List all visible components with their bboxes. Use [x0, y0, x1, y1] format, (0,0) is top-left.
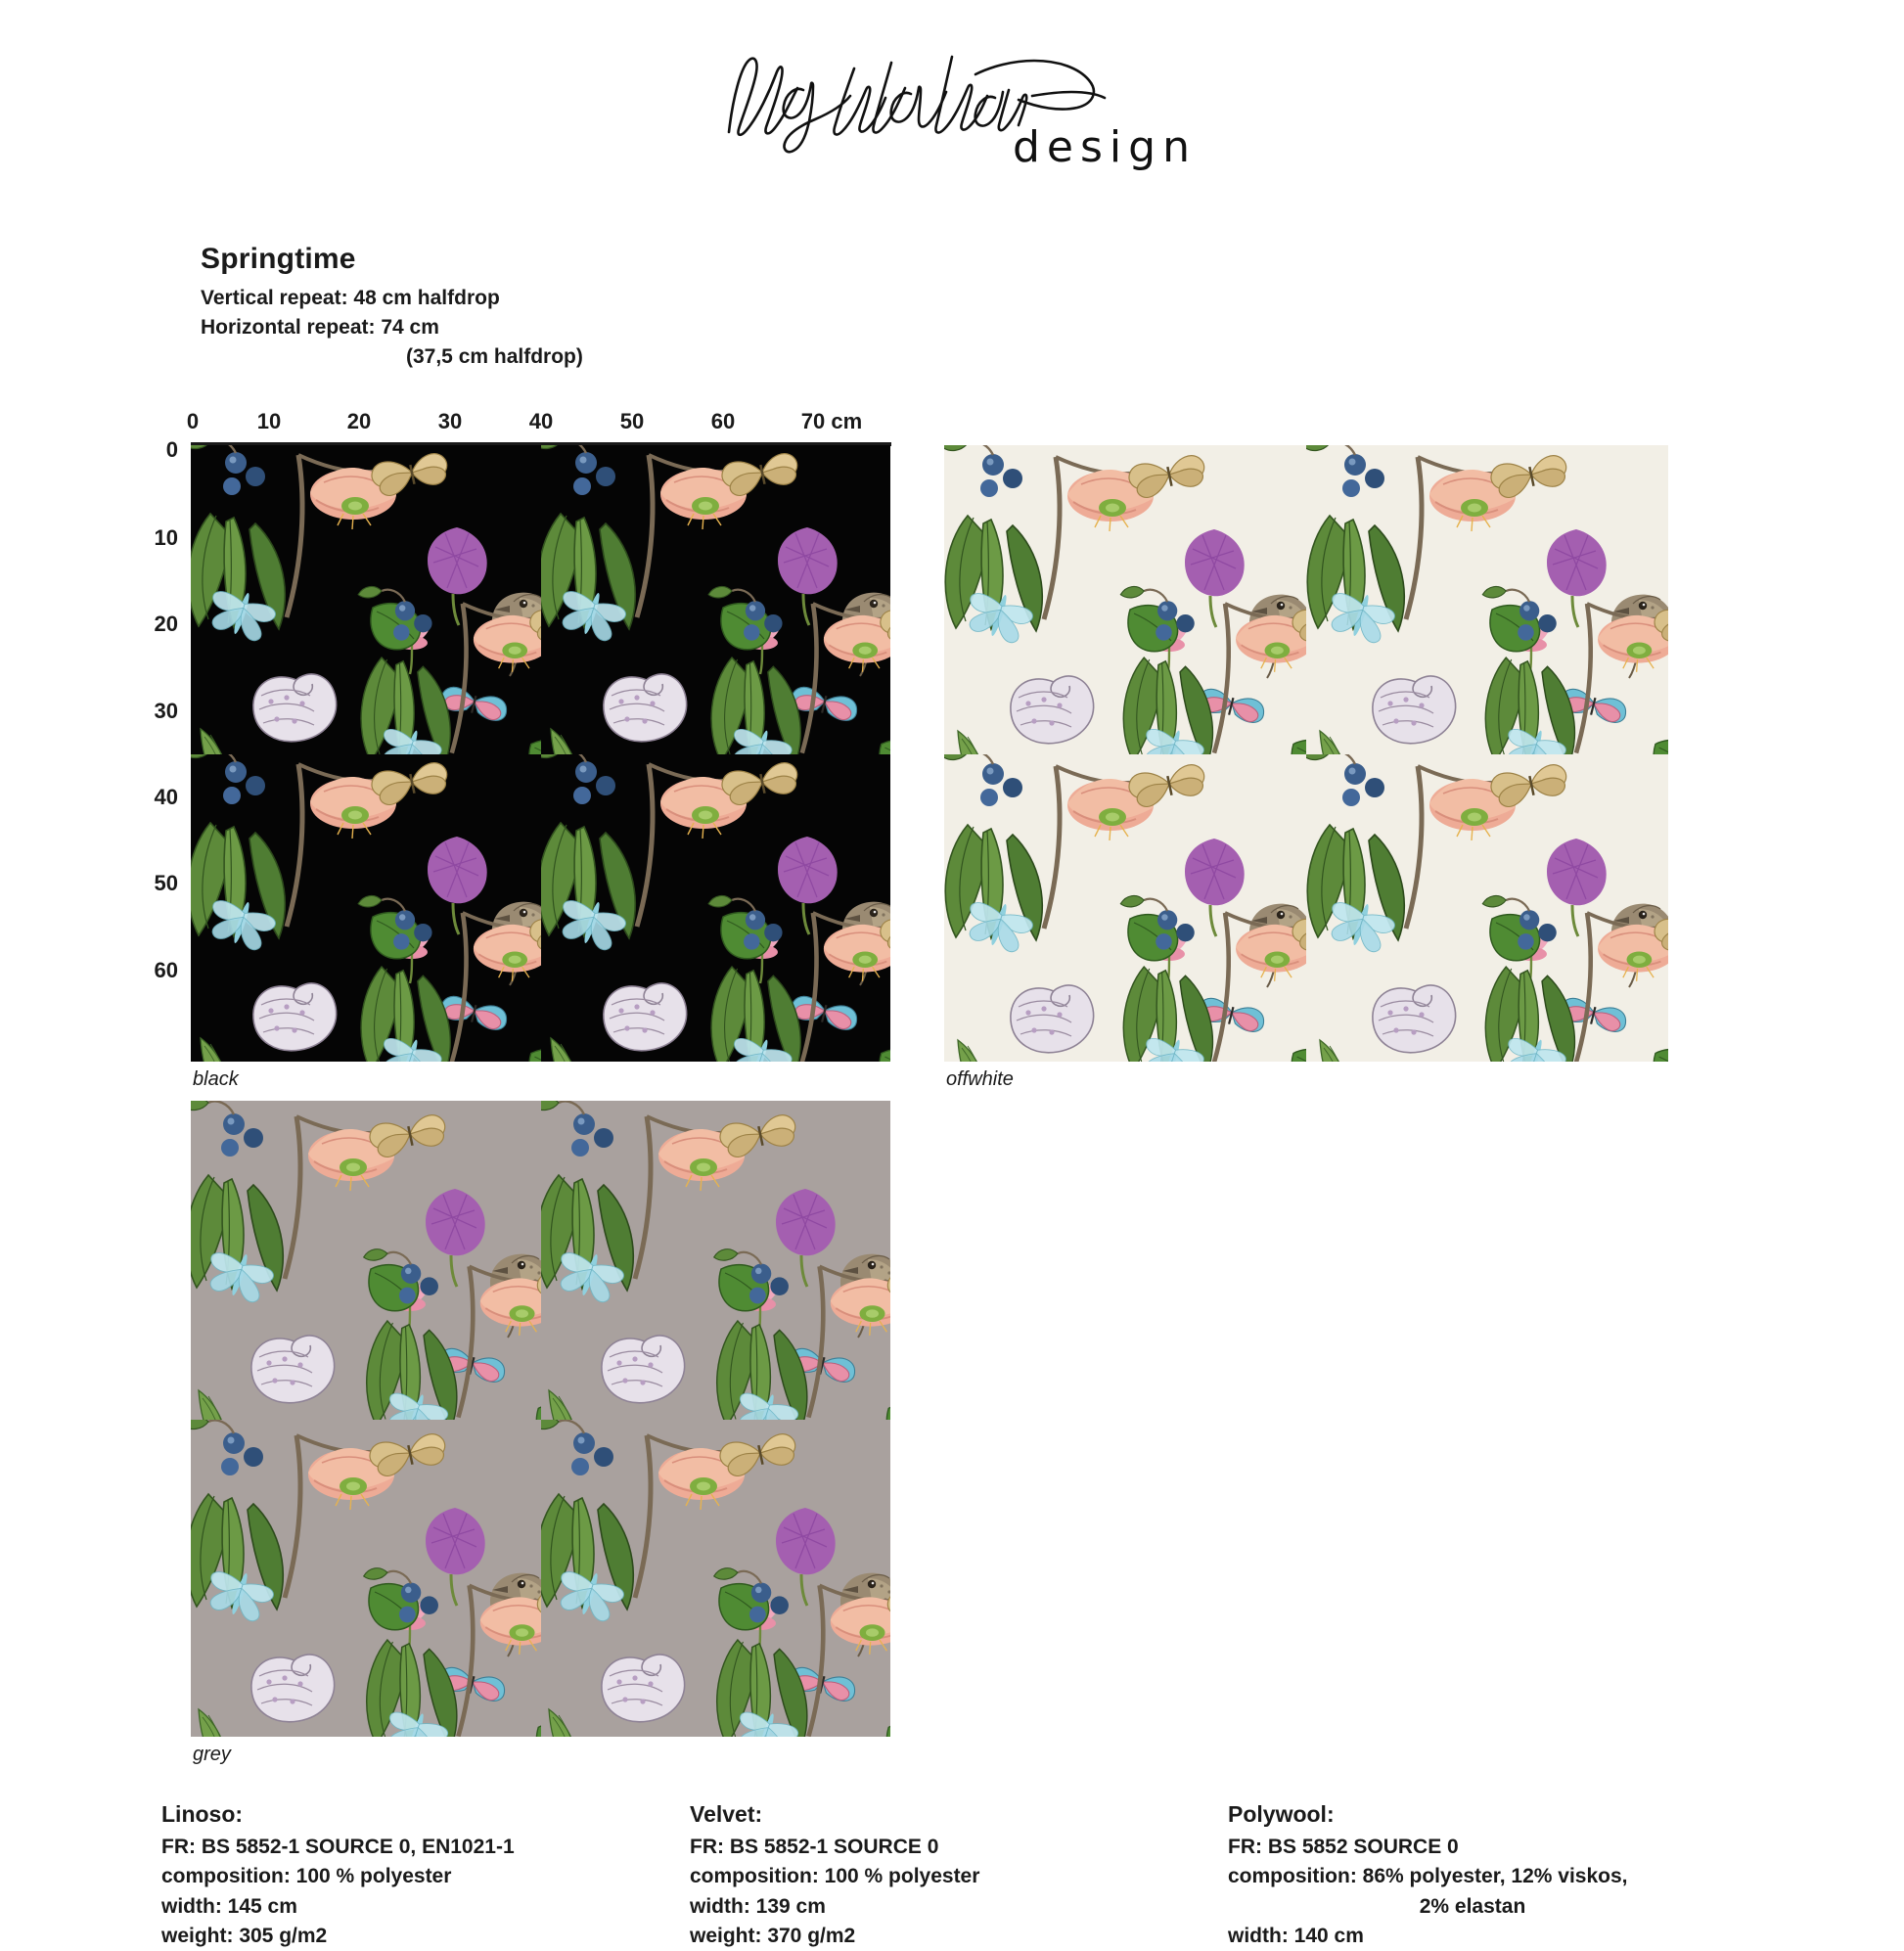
- spec-weight-velvet: weight: 370 g/m2: [690, 1924, 856, 1947]
- spec-composition-linoso: composition: 100 % polyester: [161, 1865, 452, 1888]
- spec-composition-polywool: composition: 86% polyester, 12% viskos,: [1228, 1865, 1628, 1888]
- ruler-tick-h-30: 30: [437, 409, 463, 433]
- horizontal-ruler: [181, 409, 910, 448]
- spec-composition2-polywool: 2% elastan: [1419, 1894, 1526, 1918]
- spec-name-polywool: Polywool:: [1228, 1801, 1335, 1827]
- swatch-caption-grey: grey: [193, 1744, 231, 1765]
- spec-width-linoso: width: 145 cm: [161, 1894, 297, 1918]
- page-title: Springtime: [201, 243, 356, 275]
- swatch-caption-black: black: [193, 1068, 239, 1090]
- spec-column-linoso: [161, 1798, 690, 1951]
- spec-width-polywool: width: 140 cm: [1228, 1924, 1364, 1947]
- ruler-tick-v-60: 60: [154, 958, 178, 982]
- spec-name-linoso: Linoso:: [161, 1801, 244, 1827]
- spec-composition-velvet: composition: 100 % polyester: [690, 1865, 980, 1888]
- ruler-tick-h-20: 20: [346, 409, 372, 433]
- horizontal-repeat-text: Horizontal repeat: 74 cm: [201, 315, 439, 339]
- ruler-tick-v-20: 20: [154, 612, 178, 636]
- horizontal-repeat-subtext: (37,5 cm halfdrop): [406, 344, 583, 368]
- ruler-tick-v-50: 50: [154, 871, 178, 895]
- fabric-swatch-grey: [191, 1101, 890, 1737]
- ruler-tick-v-30: 30: [154, 699, 178, 723]
- fabric-swatch-black: [191, 445, 890, 1062]
- ruler-tick-h-70: 70 cm: [800, 409, 863, 433]
- spec-fr-velvet: FR: BS 5852-1 SOURCE 0: [690, 1836, 939, 1859]
- ruler-tick-h-10: 10: [256, 409, 282, 433]
- brand-logo: [719, 39, 1247, 196]
- vertical-ruler: [127, 431, 196, 1057]
- spec-weight-linoso: weight: 305 g/m2: [161, 1924, 328, 1947]
- logo-wordmark: design: [1013, 122, 1197, 172]
- ruler-tick-h-60: 60: [710, 409, 736, 433]
- ruler-tick-v-0: 0: [165, 437, 178, 462]
- spec-fr-linoso: FR: BS 5852-1 SOURCE 0, EN1021-1: [161, 1836, 515, 1859]
- pattern-artwork-black: [191, 445, 890, 1062]
- vertical-repeat-text: Vertical repeat: 48 cm halfdrop: [201, 287, 500, 309]
- ruler-tick-h-0: 0: [186, 409, 200, 433]
- spec-name-velvet: Velvet:: [690, 1801, 763, 1827]
- spec-width-velvet: width: 139 cm: [690, 1894, 826, 1918]
- spec-column-velvet: [690, 1798, 1218, 1951]
- ruler-tick-v-10: 10: [154, 525, 178, 550]
- pattern-artwork-offwhite: [944, 445, 1668, 1062]
- spec-column-polywool: [1228, 1798, 1835, 1951]
- fabric-specifications: [0, 1798, 1904, 1947]
- spec-fr-polywool: FR: BS 5852 SOURCE 0: [1228, 1836, 1459, 1859]
- ruler-tick-h-50: 50: [619, 409, 645, 433]
- ruler-tick-h-40: 40: [528, 409, 554, 433]
- design-info: [201, 243, 885, 371]
- ruler-tick-v-40: 40: [154, 785, 178, 809]
- fabric-swatch-offwhite: [944, 445, 1668, 1062]
- swatch-caption-offwhite: offwhite: [946, 1068, 1014, 1090]
- pattern-artwork-grey: [191, 1101, 890, 1737]
